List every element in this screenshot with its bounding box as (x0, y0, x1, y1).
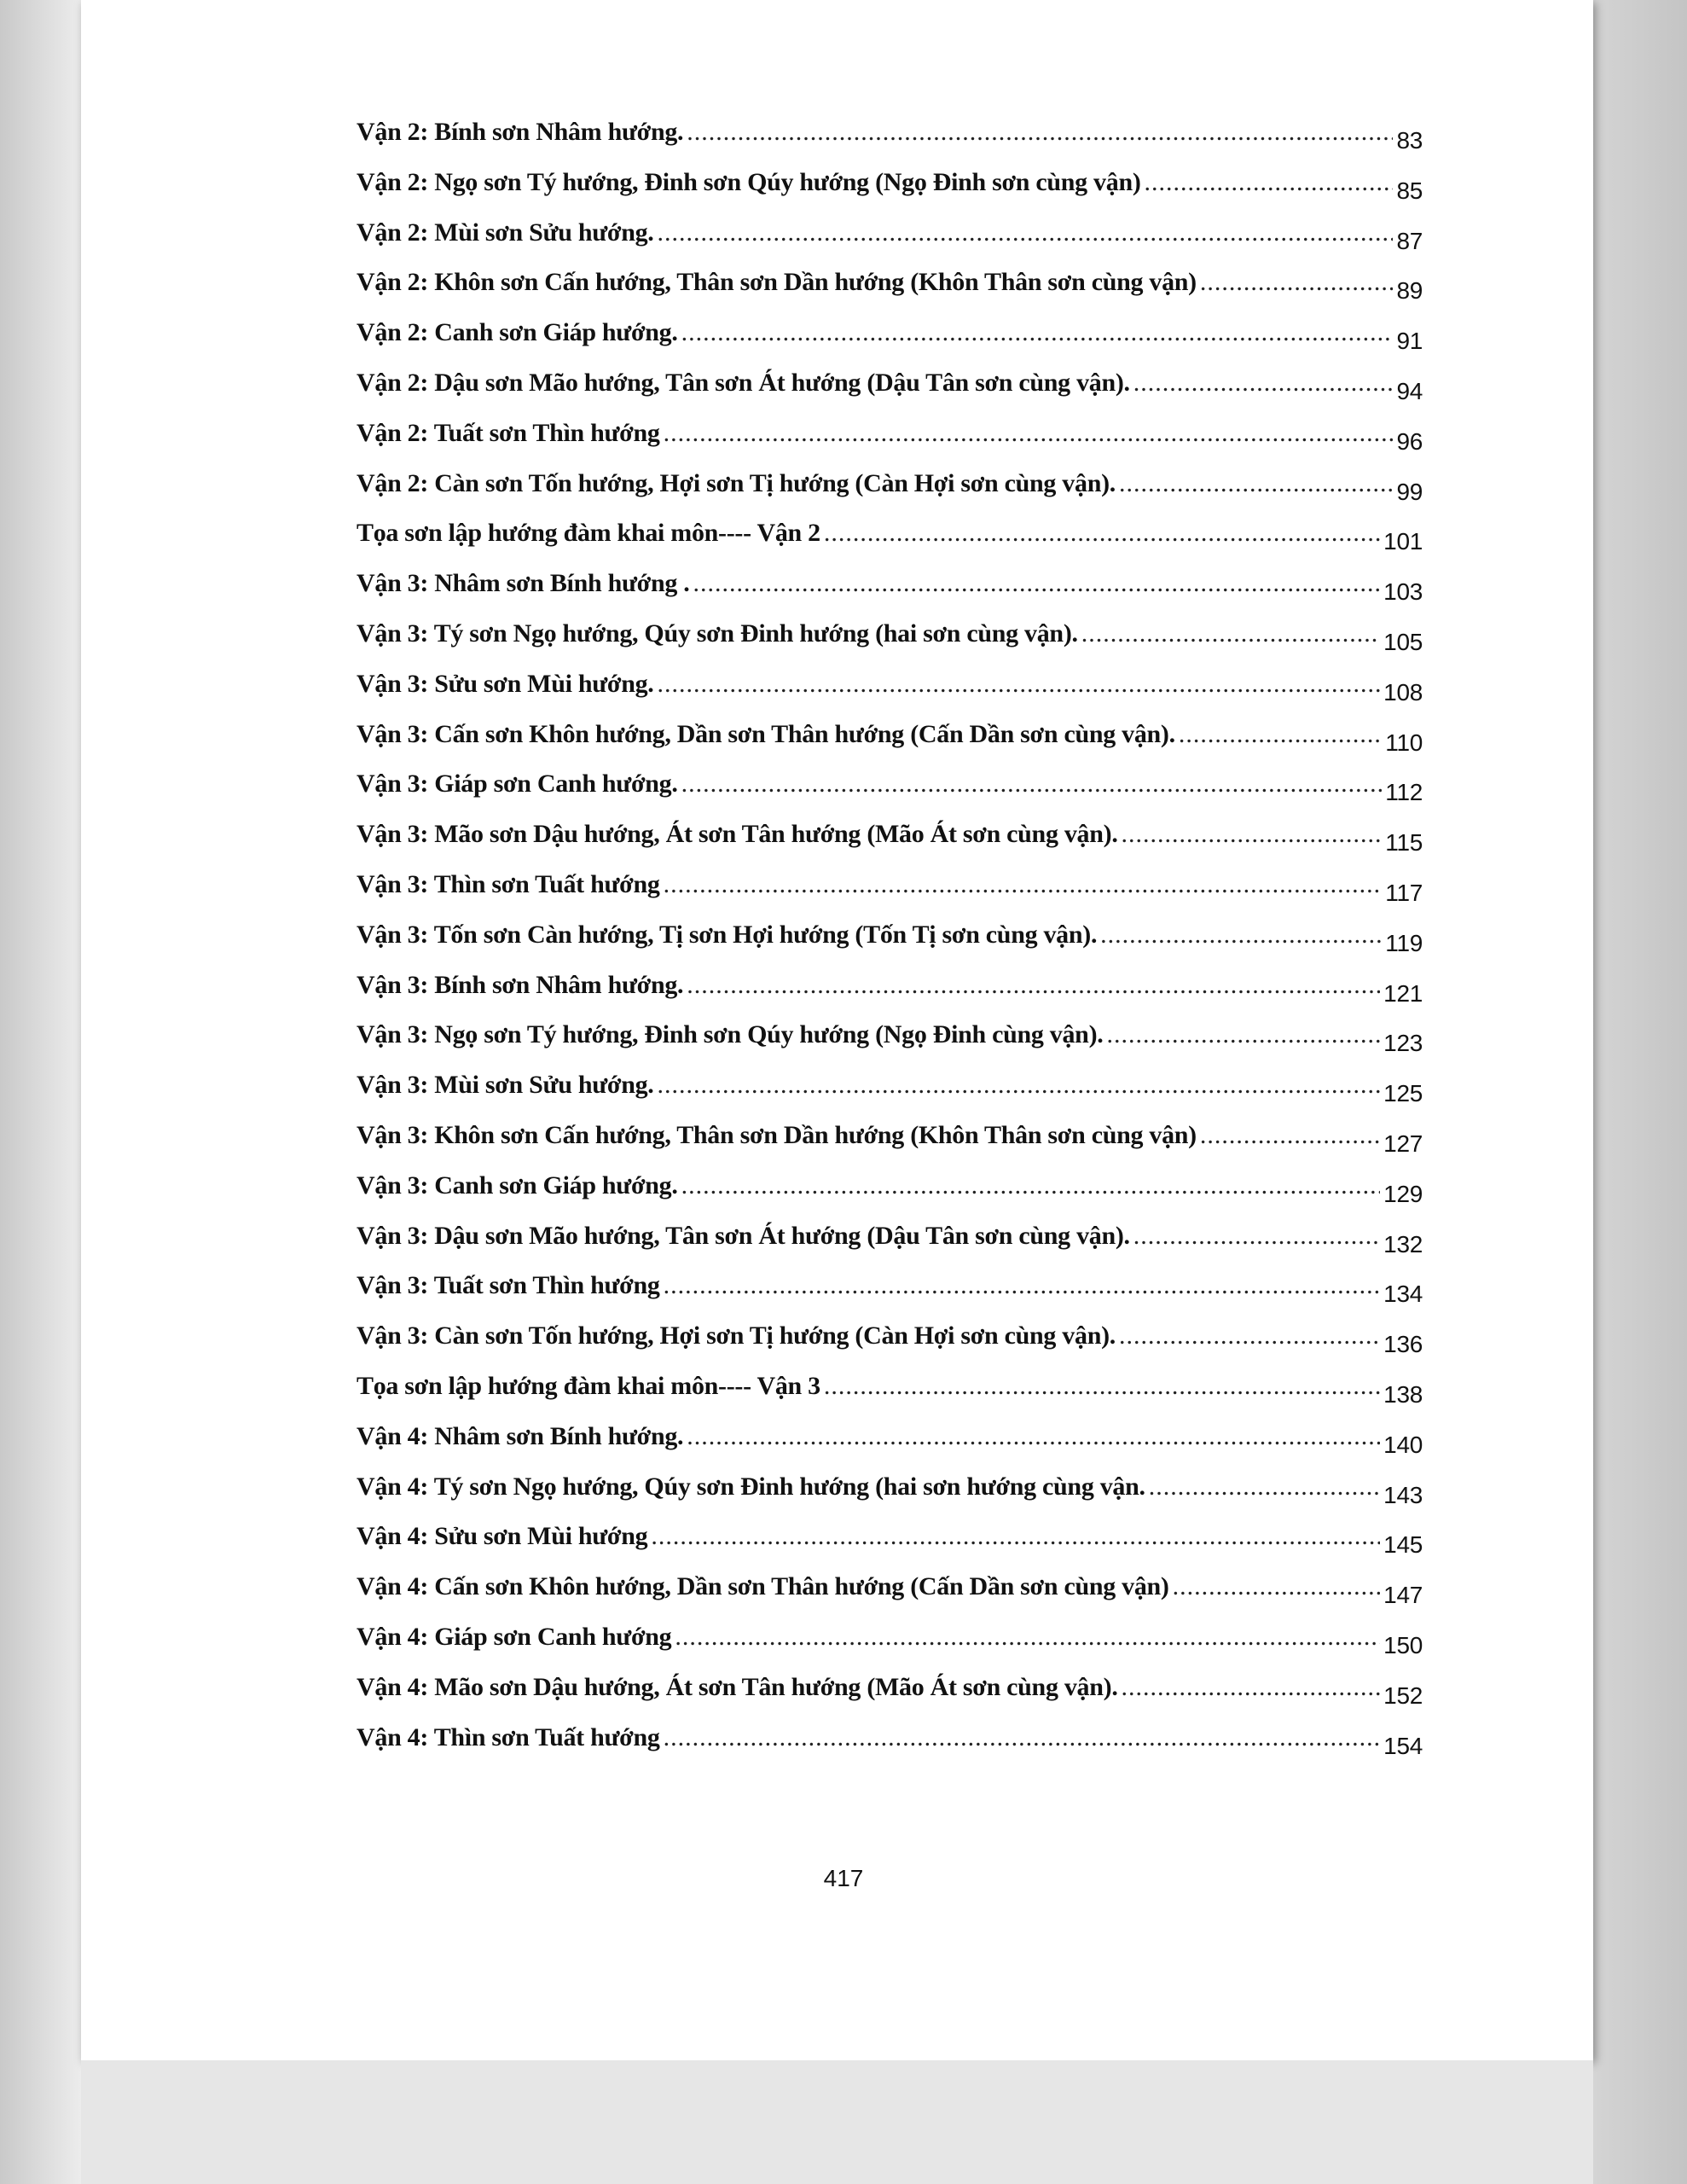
toc-entry-page: 115 (1385, 829, 1423, 857)
toc-entry-title: Vận 3: Canh sơn Giáp hướng. (357, 1170, 678, 1199)
toc-entry-page: 105 (1383, 628, 1423, 655)
toc-dot-leader (1122, 820, 1383, 849)
toc-entry-title: Vận 2: Bính sơn Nhâm hướng. (357, 118, 684, 146)
toc-entry-title: Vận 3: Càn sơn Tốn hướng, Hợi sơn Tị hướng (Càn Hợi sơn cùng vận). (357, 1321, 1116, 1350)
toc-entry-title: Vận 2: Càn sơn Tốn hướng, Hợi sơn Tị hướng (Càn Hợi sơn cùng vận). (357, 468, 1116, 497)
toc-entry-page: 132 (1383, 1230, 1423, 1258)
toc-entry-page: 83 (1396, 127, 1423, 154)
toc-dot-leader (681, 318, 1394, 347)
toc-entry-title: Tọa sơn lập hướng đàm khai môn---- Vận 2 (357, 519, 820, 548)
toc-entry-page: 125 (1383, 1080, 1423, 1107)
toc-dot-leader (658, 218, 1394, 247)
toc-entry (357, 1222, 1423, 1272)
toc-dot-leader (687, 1422, 1380, 1451)
toc-entry-title: Vận 4: Tý sơn Ngọ hướng, Qúy sơn Đinh hướng (hai sơn hướng cùng vận. (357, 1472, 1145, 1501)
toc-entry-title: Vận 4: Nhâm sơn Bính hướng. (357, 1421, 684, 1450)
toc-entry-page: 99 (1396, 478, 1423, 505)
toc-entry-title: Vận 3: Thìn sơn Tuất hướng (357, 869, 660, 898)
toc-entry-page: 129 (1383, 1180, 1423, 1207)
toc-dot-leader (1122, 1673, 1381, 1702)
toc-entry-title: Vận 3: Bính sơn Nhâm hướng. (357, 970, 684, 999)
toc-entry-page: 127 (1383, 1130, 1423, 1157)
scan-background-bottom (81, 2060, 1593, 2184)
toc-entry-title: Vận 3: Cấn sơn Khôn hướng, Dần sơn Thân hướng (Cấn Dần sơn cùng vận). (357, 719, 1175, 748)
page-number: 417 (823, 1865, 864, 1891)
toc-dot-leader (1100, 921, 1382, 950)
toc-entry-title: Vận 3: Mão sơn Dậu hướng, Át sơn Tân hướng (Mão Át sơn cùng vận). (357, 820, 1118, 849)
toc-entry-page: 91 (1396, 328, 1423, 355)
toc-entry-title: Vận 3: Ngọ sơn Tý hướng, Đinh sơn Qúy hướng (Ngọ Đinh cùng vận). (357, 1020, 1104, 1049)
toc-entry-page: 154 (1383, 1732, 1423, 1759)
toc-entry (357, 1723, 1423, 1774)
toc-entry-title: Vận 3: Tuất sơn Thìn hướng (357, 1271, 660, 1300)
toc-entry-page: 145 (1383, 1531, 1423, 1559)
toc-entry-page: 136 (1383, 1331, 1423, 1358)
toc-entry-title: Vận 4: Cấn sơn Khôn hướng, Dần sơn Thân hướng (Cấn Dần sơn cùng vận) (357, 1572, 1169, 1601)
toc-dot-leader (1149, 1472, 1380, 1502)
toc-entry (357, 1472, 1423, 1523)
toc-entry (357, 870, 1423, 921)
toc-entry-page: 152 (1383, 1682, 1423, 1709)
toc-entry (357, 1121, 1423, 1171)
toc-entry (357, 619, 1423, 670)
toc-entry (357, 820, 1423, 870)
toc-entry-page: 108 (1383, 678, 1423, 706)
toc-dot-leader (1179, 720, 1382, 749)
toc-entry-title: Vận 4: Mão sơn Dậu hướng, Át sơn Tân hướng (Mão Át sơn cùng vận). (357, 1672, 1118, 1701)
toc-dot-leader (675, 1623, 1380, 1652)
toc-entry-page: 117 (1385, 879, 1423, 906)
toc-dot-leader (1200, 1121, 1380, 1150)
toc-entry-page: 147 (1383, 1582, 1423, 1609)
toc-dot-leader (681, 770, 1383, 799)
toc-entry (357, 770, 1423, 820)
toc-dot-leader (1119, 469, 1393, 498)
toc-entry (357, 1673, 1423, 1723)
toc-dot-leader (1200, 268, 1394, 297)
toc-entry (357, 268, 1423, 318)
scan-background-right (1593, 0, 1687, 2184)
toc-entry (357, 118, 1423, 168)
toc-entry-title: Vận 2: Tuất sơn Thìn hướng (357, 418, 660, 447)
toc-dot-leader (664, 419, 1394, 448)
toc-entry-title: Vận 3: Giáp sơn Canh hướng. (357, 770, 678, 799)
toc-dot-leader (824, 1372, 1380, 1401)
toc-entry (357, 670, 1423, 720)
toc-entry (357, 569, 1423, 619)
toc-entry-title: Vận 3: Dậu sơn Mão hướng, Tân sơn Át hướng (Dậu Tân sơn cùng vận). (357, 1221, 1130, 1250)
toc-entry (357, 1321, 1423, 1372)
toc-entry-title: Vận 2: Canh sơn Giáp hướng. (357, 318, 678, 347)
toc-entry (357, 419, 1423, 469)
toc-dot-leader (658, 670, 1381, 699)
toc-entry-title: Vận 3: Khôn sơn Cấn hướng, Thân sơn Dần hướng (Khôn Thân sơn cùng vận) (357, 1120, 1197, 1149)
toc-dot-leader (1133, 1222, 1380, 1251)
toc-entry (357, 218, 1423, 269)
toc-entry-page: 96 (1396, 427, 1423, 455)
toc-dot-leader (664, 870, 1383, 899)
toc-dot-leader (1145, 168, 1394, 197)
toc-entry-page: 121 (1383, 979, 1423, 1007)
toc-entry-title: Vận 2: Ngọ sơn Tý hướng, Đinh sơn Qúy hướng (Ngọ Đinh sơn cùng vận) (357, 167, 1141, 196)
toc-dot-leader (687, 971, 1380, 1000)
toc-entry-title: Vận 2: Khôn sơn Cấn hướng, Thân sơn Dần hướng (Khôn Thân sơn cùng vận) (357, 268, 1197, 297)
toc-entry-page: 103 (1383, 578, 1423, 606)
toc-entry (357, 1522, 1423, 1572)
toc-entry-page: 150 (1383, 1631, 1423, 1658)
toc-entry-page: 87 (1396, 227, 1423, 254)
toc-dot-leader (1119, 1321, 1380, 1350)
toc-entry (357, 720, 1423, 770)
toc-dot-leader (1106, 1020, 1380, 1049)
toc-entry-page: 119 (1385, 929, 1423, 956)
toc-entry-page: 101 (1383, 528, 1423, 555)
toc-entry-page: 138 (1383, 1380, 1423, 1408)
toc-dot-leader (664, 1723, 1381, 1752)
toc-entry-page: 94 (1396, 377, 1423, 404)
toc-entry-title: Vận 3: Nhâm sơn Bính hướng . (357, 569, 690, 598)
toc-dot-leader (1081, 619, 1380, 648)
toc-dot-leader (824, 519, 1380, 548)
toc-entry (357, 1372, 1423, 1422)
toc-entry-page: 89 (1396, 277, 1423, 305)
toc-entry-title: Vận 3: Sửu sơn Mùi hướng. (357, 669, 654, 698)
toc-entry-page: 123 (1383, 1030, 1423, 1057)
toc-entry (357, 1623, 1423, 1673)
toc-dot-leader (1133, 369, 1394, 398)
toc-entry-title: Vận 3: Mùi sơn Sửu hướng. (357, 1071, 654, 1100)
toc-entry-title: Vận 4: Giáp sơn Canh hướng (357, 1622, 672, 1651)
toc-dot-leader (651, 1522, 1380, 1551)
toc-entry-title: Vận 4: Sửu sơn Mùi hướng (357, 1522, 648, 1551)
toc-entry-page: 110 (1385, 729, 1423, 756)
toc-entry-page: 143 (1383, 1481, 1423, 1508)
toc-entry (357, 469, 1423, 520)
toc-entry-page: 134 (1383, 1281, 1423, 1308)
toc-entry-title: Vận 3: Tốn sơn Càn hướng, Tị sơn Hợi hướng (Tốn Tị sơn cùng vận). (357, 920, 1098, 949)
toc-entry (357, 168, 1423, 218)
toc-entry-title: Vận 2: Dậu sơn Mão hướng, Tân sơn Át hướng (Dậu Tân sơn cùng vận). (357, 368, 1130, 397)
toc-entry-page: 140 (1383, 1431, 1423, 1458)
toc-entry-title: Vận 2: Mùi sơn Sửu hướng. (357, 218, 654, 247)
toc-dot-leader (687, 118, 1393, 147)
toc-entry (357, 1171, 1423, 1222)
toc-dot-leader (693, 569, 1380, 598)
toc-dot-leader (658, 1071, 1381, 1100)
toc-entry (357, 1572, 1423, 1623)
table-of-contents (357, 118, 1423, 1773)
toc-entry (357, 1422, 1423, 1472)
toc-dot-leader (1173, 1572, 1381, 1601)
toc-entry (357, 519, 1423, 569)
toc-dot-leader (681, 1171, 1381, 1200)
toc-entry (357, 1020, 1423, 1071)
toc-entry-title: Vận 3: Tý sơn Ngọ hướng, Qúy sơn Đinh hướng (hai sơn cùng vận). (357, 619, 1078, 648)
scan-background-left (0, 0, 81, 2184)
toc-entry-title: Vận 4: Thìn sơn Tuất hướng (357, 1722, 660, 1751)
toc-entry (357, 318, 1423, 369)
toc-entry (357, 369, 1423, 419)
toc-entry (357, 1271, 1423, 1321)
toc-entry-title: Tọa sơn lập hướng đàm khai môn---- Vận 3 (357, 1371, 820, 1400)
toc-entry (357, 1071, 1423, 1121)
toc-entry-page: 112 (1385, 779, 1423, 806)
toc-dot-leader (664, 1271, 1381, 1300)
toc-entry-page: 85 (1396, 177, 1423, 204)
toc-entry (357, 921, 1423, 971)
toc-entry (357, 971, 1423, 1021)
